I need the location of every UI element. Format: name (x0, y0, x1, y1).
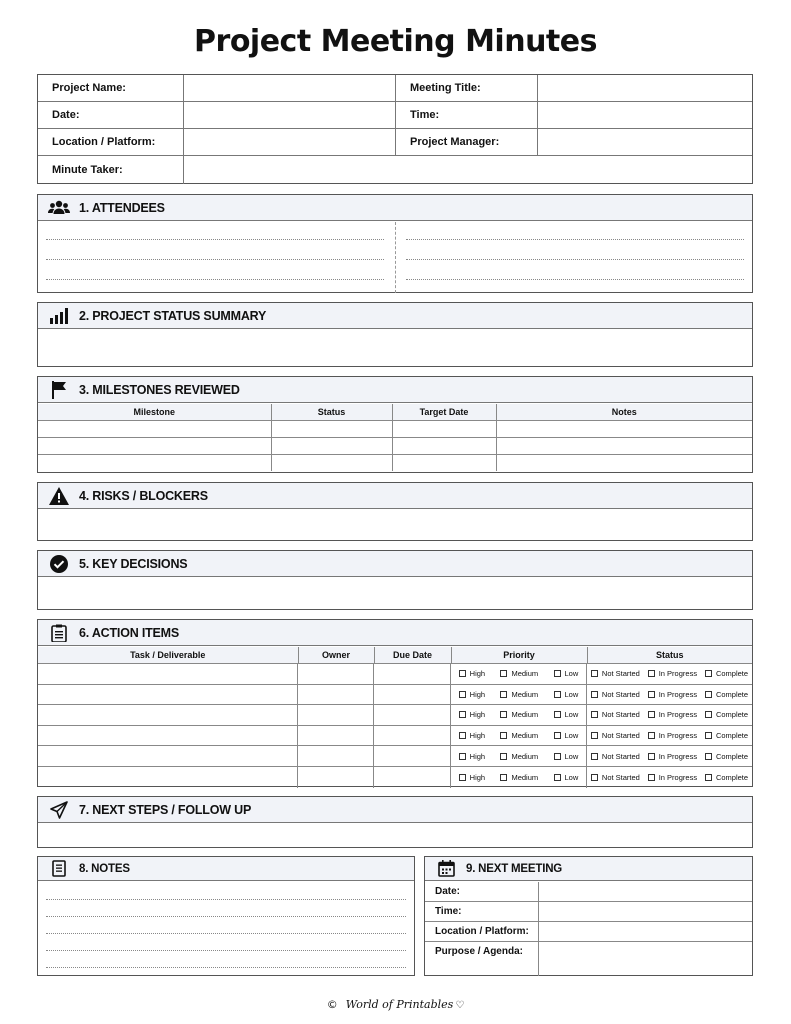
priority-checkbox[interactable] (554, 710, 579, 719)
status-checkbox[interactable] (648, 710, 697, 719)
checkbox-square[interactable] (705, 732, 712, 739)
due-date-cell[interactable] (374, 664, 451, 684)
status-checkbox[interactable] (705, 710, 748, 719)
milestone-cell[interactable] (38, 420, 271, 437)
checkbox-square[interactable] (705, 774, 712, 781)
notes-header (38, 857, 414, 881)
status-checkbox[interactable] (648, 690, 697, 699)
priority-checkbox[interactable] (500, 690, 538, 699)
task-cell[interactable] (38, 705, 298, 725)
status-checkbox[interactable] (591, 773, 640, 782)
table-row (38, 437, 752, 454)
note-line[interactable] (46, 950, 406, 951)
next-steps-section (37, 796, 753, 848)
checkbox-label: In Progress (658, 751, 698, 761)
checkbox-label: Not Started (601, 710, 640, 720)
owner-cell[interactable] (298, 726, 374, 746)
next-meeting-section (424, 856, 753, 976)
column-header: Priority (451, 647, 587, 663)
info-row (38, 75, 752, 102)
priority-checkbox[interactable] (554, 731, 579, 740)
task-cell[interactable] (38, 746, 298, 766)
checkbox-label: High (469, 751, 486, 761)
due-date-cell[interactable] (374, 767, 451, 788)
status-cell (587, 705, 752, 725)
checkbox-label: Medium (511, 669, 539, 679)
next-steps-header (38, 797, 752, 823)
checkbox-square[interactable] (459, 691, 466, 698)
checkbox-square[interactable] (591, 732, 598, 739)
checkbox-square[interactable] (591, 711, 598, 718)
checkbox-square[interactable] (554, 711, 561, 718)
checkbox-square[interactable] (648, 711, 655, 718)
copyright-symbol: © (326, 998, 338, 1011)
status-cell (587, 767, 752, 788)
table-row (38, 767, 752, 788)
location-field[interactable] (184, 129, 394, 155)
notes-cell[interactable] (496, 437, 752, 454)
action-items-table (38, 647, 752, 664)
milestones-section (37, 376, 753, 473)
status-checkbox[interactable] (648, 669, 697, 678)
risks-title: 4. RISKS / BLOCKERS (79, 488, 208, 503)
status-summary-header (38, 303, 752, 329)
info-row (38, 156, 752, 184)
priority-checkbox[interactable] (500, 752, 538, 761)
checkbox-label: Low (564, 751, 579, 761)
checkbox-label: High (469, 669, 486, 679)
priority-cell (451, 705, 587, 725)
risks-section (37, 482, 753, 541)
checkbox-square[interactable] (459, 732, 466, 739)
checkbox-label: Low (564, 772, 579, 782)
checkbox-square[interactable] (648, 753, 655, 760)
status-summary-title: 2. PROJECT STATUS SUMMARY (79, 308, 267, 323)
next-meeting-header (425, 857, 752, 881)
status-checkbox[interactable] (705, 752, 748, 761)
status-cell[interactable] (271, 454, 392, 471)
owner-cell[interactable] (298, 685, 374, 705)
check-circle-icon (48, 555, 70, 573)
next-meeting-location-field[interactable] (539, 922, 753, 942)
task-cell[interactable] (38, 685, 298, 705)
attendees-divider (395, 222, 396, 293)
checkbox-square[interactable] (591, 774, 598, 781)
attendee-line[interactable] (406, 259, 744, 260)
checkbox-square[interactable] (459, 753, 466, 760)
checkbox-label: Low (564, 669, 579, 679)
priority-cell (451, 746, 587, 766)
status-cell (587, 685, 752, 705)
project-manager-label: Project Manager: (410, 136, 500, 148)
status-checkbox[interactable] (705, 773, 748, 782)
info-row (38, 102, 752, 129)
status-summary-section (37, 302, 753, 367)
next-meeting-date-label: Date: (425, 882, 752, 902)
next-meeting-time-field[interactable] (539, 902, 753, 922)
checkbox-label: Complete (715, 669, 749, 679)
checkbox-label: High (469, 731, 486, 741)
column-header: Milestone (38, 404, 271, 420)
priority-cell (451, 685, 587, 705)
action-items-section (37, 619, 753, 787)
checkbox-square[interactable] (648, 670, 655, 677)
notebook-icon (48, 860, 70, 878)
attendees-header (38, 195, 752, 221)
table-row (38, 685, 752, 706)
date-field[interactable] (184, 102, 394, 128)
info-row (38, 129, 752, 156)
due-date-cell[interactable] (374, 685, 451, 705)
note-line[interactable] (46, 916, 406, 917)
note-line[interactable] (46, 933, 406, 934)
checkbox-square[interactable] (648, 732, 655, 739)
milestone-cell[interactable] (38, 437, 271, 454)
checkbox-label: In Progress (658, 669, 698, 679)
priority-cell (451, 726, 587, 746)
time-field[interactable] (538, 102, 753, 128)
priority-checkbox[interactable] (500, 773, 538, 782)
checkbox-label: Not Started (601, 731, 640, 741)
priority-checkbox[interactable] (554, 669, 579, 678)
status-checkbox[interactable] (648, 752, 697, 761)
status-cell (587, 664, 752, 684)
due-date-cell[interactable] (374, 746, 451, 766)
risks-header (38, 483, 752, 509)
checkbox-label: Complete (715, 772, 749, 782)
column-header: Task / Deliverable (38, 647, 298, 663)
clipboard-icon (48, 624, 70, 642)
project-manager-field[interactable] (538, 129, 753, 155)
people-icon (48, 199, 70, 217)
checkbox-square[interactable] (554, 732, 561, 739)
table-row (38, 726, 752, 747)
checkbox-square[interactable] (705, 691, 712, 698)
checkbox-label: Complete (715, 731, 749, 741)
status-cell[interactable] (271, 437, 392, 454)
next-meeting-time-label: Time: (425, 902, 752, 922)
calendar-icon (435, 860, 457, 878)
meeting-title-label: Meeting Title: (410, 82, 481, 94)
table-row (38, 664, 752, 685)
attendee-line[interactable] (46, 279, 384, 280)
notes-cell[interactable] (496, 454, 752, 471)
date-label: Date: (52, 109, 80, 121)
priority-checkbox[interactable] (459, 731, 485, 740)
table-row (38, 746, 752, 767)
checkbox-label: Medium (511, 710, 539, 720)
checkbox-square[interactable] (459, 774, 466, 781)
attendees-title: 1. ATTENDEES (79, 200, 165, 215)
milestones-title: 3. MILESTONES REVIEWED (79, 382, 240, 397)
checkbox-square[interactable] (500, 670, 507, 677)
checkbox-label: High (469, 772, 486, 782)
project-name-label: Project Name: (52, 82, 126, 94)
checkbox-square[interactable] (500, 753, 507, 760)
attendee-line[interactable] (46, 259, 384, 260)
checkbox-square[interactable] (500, 774, 507, 781)
priority-checkbox[interactable] (500, 669, 538, 678)
checkbox-square[interactable] (500, 711, 507, 718)
checkbox-square[interactable] (591, 753, 598, 760)
task-cell[interactable] (38, 664, 298, 684)
status-cell (587, 726, 752, 746)
target-date-cell[interactable] (392, 454, 496, 471)
notes-title: 8. NOTES (79, 862, 130, 875)
next-meeting-title: 9. NEXT MEETING (466, 862, 563, 875)
checkbox-label: Medium (511, 772, 539, 782)
owner-cell[interactable] (298, 746, 374, 766)
checkbox-label: Medium (511, 751, 539, 761)
checkbox-label: Medium (511, 689, 539, 699)
status-checkbox[interactable] (705, 669, 748, 678)
checkbox-square[interactable] (591, 691, 598, 698)
target-date-cell[interactable] (392, 437, 496, 454)
priority-cell (451, 664, 587, 684)
milestones-header (38, 377, 752, 403)
status-checkbox[interactable] (591, 669, 640, 678)
status-checkbox[interactable] (648, 731, 697, 740)
priority-checkbox[interactable] (459, 669, 485, 678)
attendees-section (37, 194, 753, 293)
bar-chart-icon (48, 307, 70, 325)
note-line[interactable] (46, 899, 406, 900)
owner-cell[interactable] (298, 705, 374, 725)
checkbox-label: Not Started (601, 669, 640, 679)
checkbox-square[interactable] (648, 774, 655, 781)
milestone-cell[interactable] (38, 454, 271, 471)
flag-icon (48, 381, 70, 399)
attendee-line[interactable] (46, 239, 384, 240)
priority-checkbox[interactable] (554, 773, 579, 782)
note-line[interactable] (46, 967, 406, 968)
priority-checkbox[interactable] (459, 752, 485, 761)
status-summary-field[interactable] (38, 330, 752, 367)
checkbox-square[interactable] (459, 670, 466, 677)
checkbox-square[interactable] (705, 670, 712, 677)
next-steps-field[interactable] (38, 824, 752, 848)
status-checkbox[interactable] (705, 731, 748, 740)
page-title: Project Meeting Minutes (194, 24, 597, 59)
next-meeting-date-field[interactable] (539, 882, 753, 902)
owner-cell[interactable] (298, 767, 374, 788)
meeting-title-field[interactable] (538, 75, 753, 101)
checkbox-square[interactable] (554, 753, 561, 760)
due-date-cell[interactable] (374, 705, 451, 725)
location-label: Location / Platform: (52, 136, 156, 148)
next-steps-title: 7. NEXT STEPS / FOLLOW UP (79, 802, 252, 817)
column-header: Status (271, 404, 392, 420)
next-meeting-location-label: Location / Platform: (425, 922, 752, 942)
status-cell (587, 746, 752, 766)
status-checkbox[interactable] (591, 690, 640, 699)
target-date-cell[interactable] (392, 420, 496, 437)
notes-section (37, 856, 415, 976)
priority-checkbox[interactable] (500, 710, 538, 719)
checkbox-label: Not Started (601, 772, 640, 782)
checkbox-label: Not Started (601, 751, 640, 761)
checkbox-label: Complete (715, 751, 749, 761)
priority-checkbox[interactable] (459, 710, 485, 719)
checkbox-label: High (469, 710, 486, 720)
next-meeting-purpose-field[interactable] (539, 942, 753, 976)
priority-checkbox[interactable] (459, 773, 485, 782)
checkbox-square[interactable] (459, 711, 466, 718)
decisions-title: 5. KEY DECISIONS (79, 556, 188, 571)
status-checkbox[interactable] (591, 731, 640, 740)
checkbox-label: In Progress (658, 710, 698, 720)
table-row (38, 420, 752, 437)
minute-taker-label: Minute Taker: (52, 164, 123, 176)
priority-checkbox[interactable] (459, 690, 485, 699)
footer (0, 998, 791, 1011)
risks-field[interactable] (38, 510, 752, 541)
priority-checkbox[interactable] (554, 752, 579, 761)
decisions-field[interactable] (38, 578, 752, 610)
checkbox-square[interactable] (591, 670, 598, 677)
checkbox-label: Complete (715, 689, 749, 699)
checkbox-square[interactable] (705, 753, 712, 760)
column-header: Target Date (392, 404, 496, 420)
checkbox-square[interactable] (500, 691, 507, 698)
column-header: Notes (496, 404, 752, 420)
action-items-header (38, 620, 752, 646)
column-header: Status (587, 647, 752, 663)
next-meeting-purpose-label: Purpose / Agenda: (435, 946, 523, 957)
checkbox-label: Low (564, 731, 579, 741)
attendee-line[interactable] (406, 279, 744, 280)
checkbox-label: In Progress (658, 731, 698, 741)
checkbox-square[interactable] (705, 711, 712, 718)
action-items-title: 6. ACTION ITEMS (79, 625, 180, 640)
status-checkbox[interactable] (705, 690, 748, 699)
decisions-section (37, 550, 753, 610)
status-checkbox[interactable] (591, 752, 640, 761)
decisions-header (38, 551, 752, 577)
task-cell[interactable] (38, 726, 298, 746)
checkbox-label: Medium (511, 731, 539, 741)
minute-taker-field[interactable] (184, 156, 752, 184)
priority-cell (451, 767, 587, 788)
due-date-cell[interactable] (374, 726, 451, 746)
checkbox-label: In Progress (658, 772, 698, 782)
checkbox-label: Low (564, 710, 579, 720)
checkbox-square[interactable] (554, 670, 561, 677)
status-checkbox[interactable] (591, 710, 640, 719)
checkbox-label: Not Started (601, 689, 640, 699)
checkbox-label: Complete (715, 710, 749, 720)
owner-cell[interactable] (298, 664, 374, 684)
meeting-info-table (37, 74, 753, 184)
status-cell[interactable] (271, 420, 392, 437)
checkbox-label: In Progress (658, 689, 698, 699)
table-header-row (38, 647, 752, 663)
checkbox-label: Low (564, 689, 579, 699)
status-checkbox[interactable] (648, 773, 697, 782)
checkbox-square[interactable] (500, 732, 507, 739)
table-row (38, 454, 752, 471)
attendee-line[interactable] (406, 239, 744, 240)
priority-checkbox[interactable] (554, 690, 579, 699)
send-icon (48, 801, 70, 819)
checkbox-square[interactable] (554, 691, 561, 698)
table-row (38, 705, 752, 726)
warning-icon (48, 487, 70, 505)
table-header-row (38, 404, 752, 420)
column-header: Owner (298, 647, 374, 663)
checkbox-square[interactable] (554, 774, 561, 781)
heart-icon: ♡ (455, 1000, 465, 1011)
task-cell[interactable] (38, 767, 298, 788)
notes-cell[interactable] (496, 420, 752, 437)
milestones-table (38, 404, 752, 471)
brand-name: World of Printables (345, 998, 454, 1011)
time-label: Time: (410, 109, 440, 121)
checkbox-label: High (469, 689, 486, 699)
column-header: Due Date (374, 647, 451, 663)
checkbox-square[interactable] (648, 691, 655, 698)
project-name-field[interactable] (184, 75, 394, 101)
priority-checkbox[interactable] (500, 731, 538, 740)
